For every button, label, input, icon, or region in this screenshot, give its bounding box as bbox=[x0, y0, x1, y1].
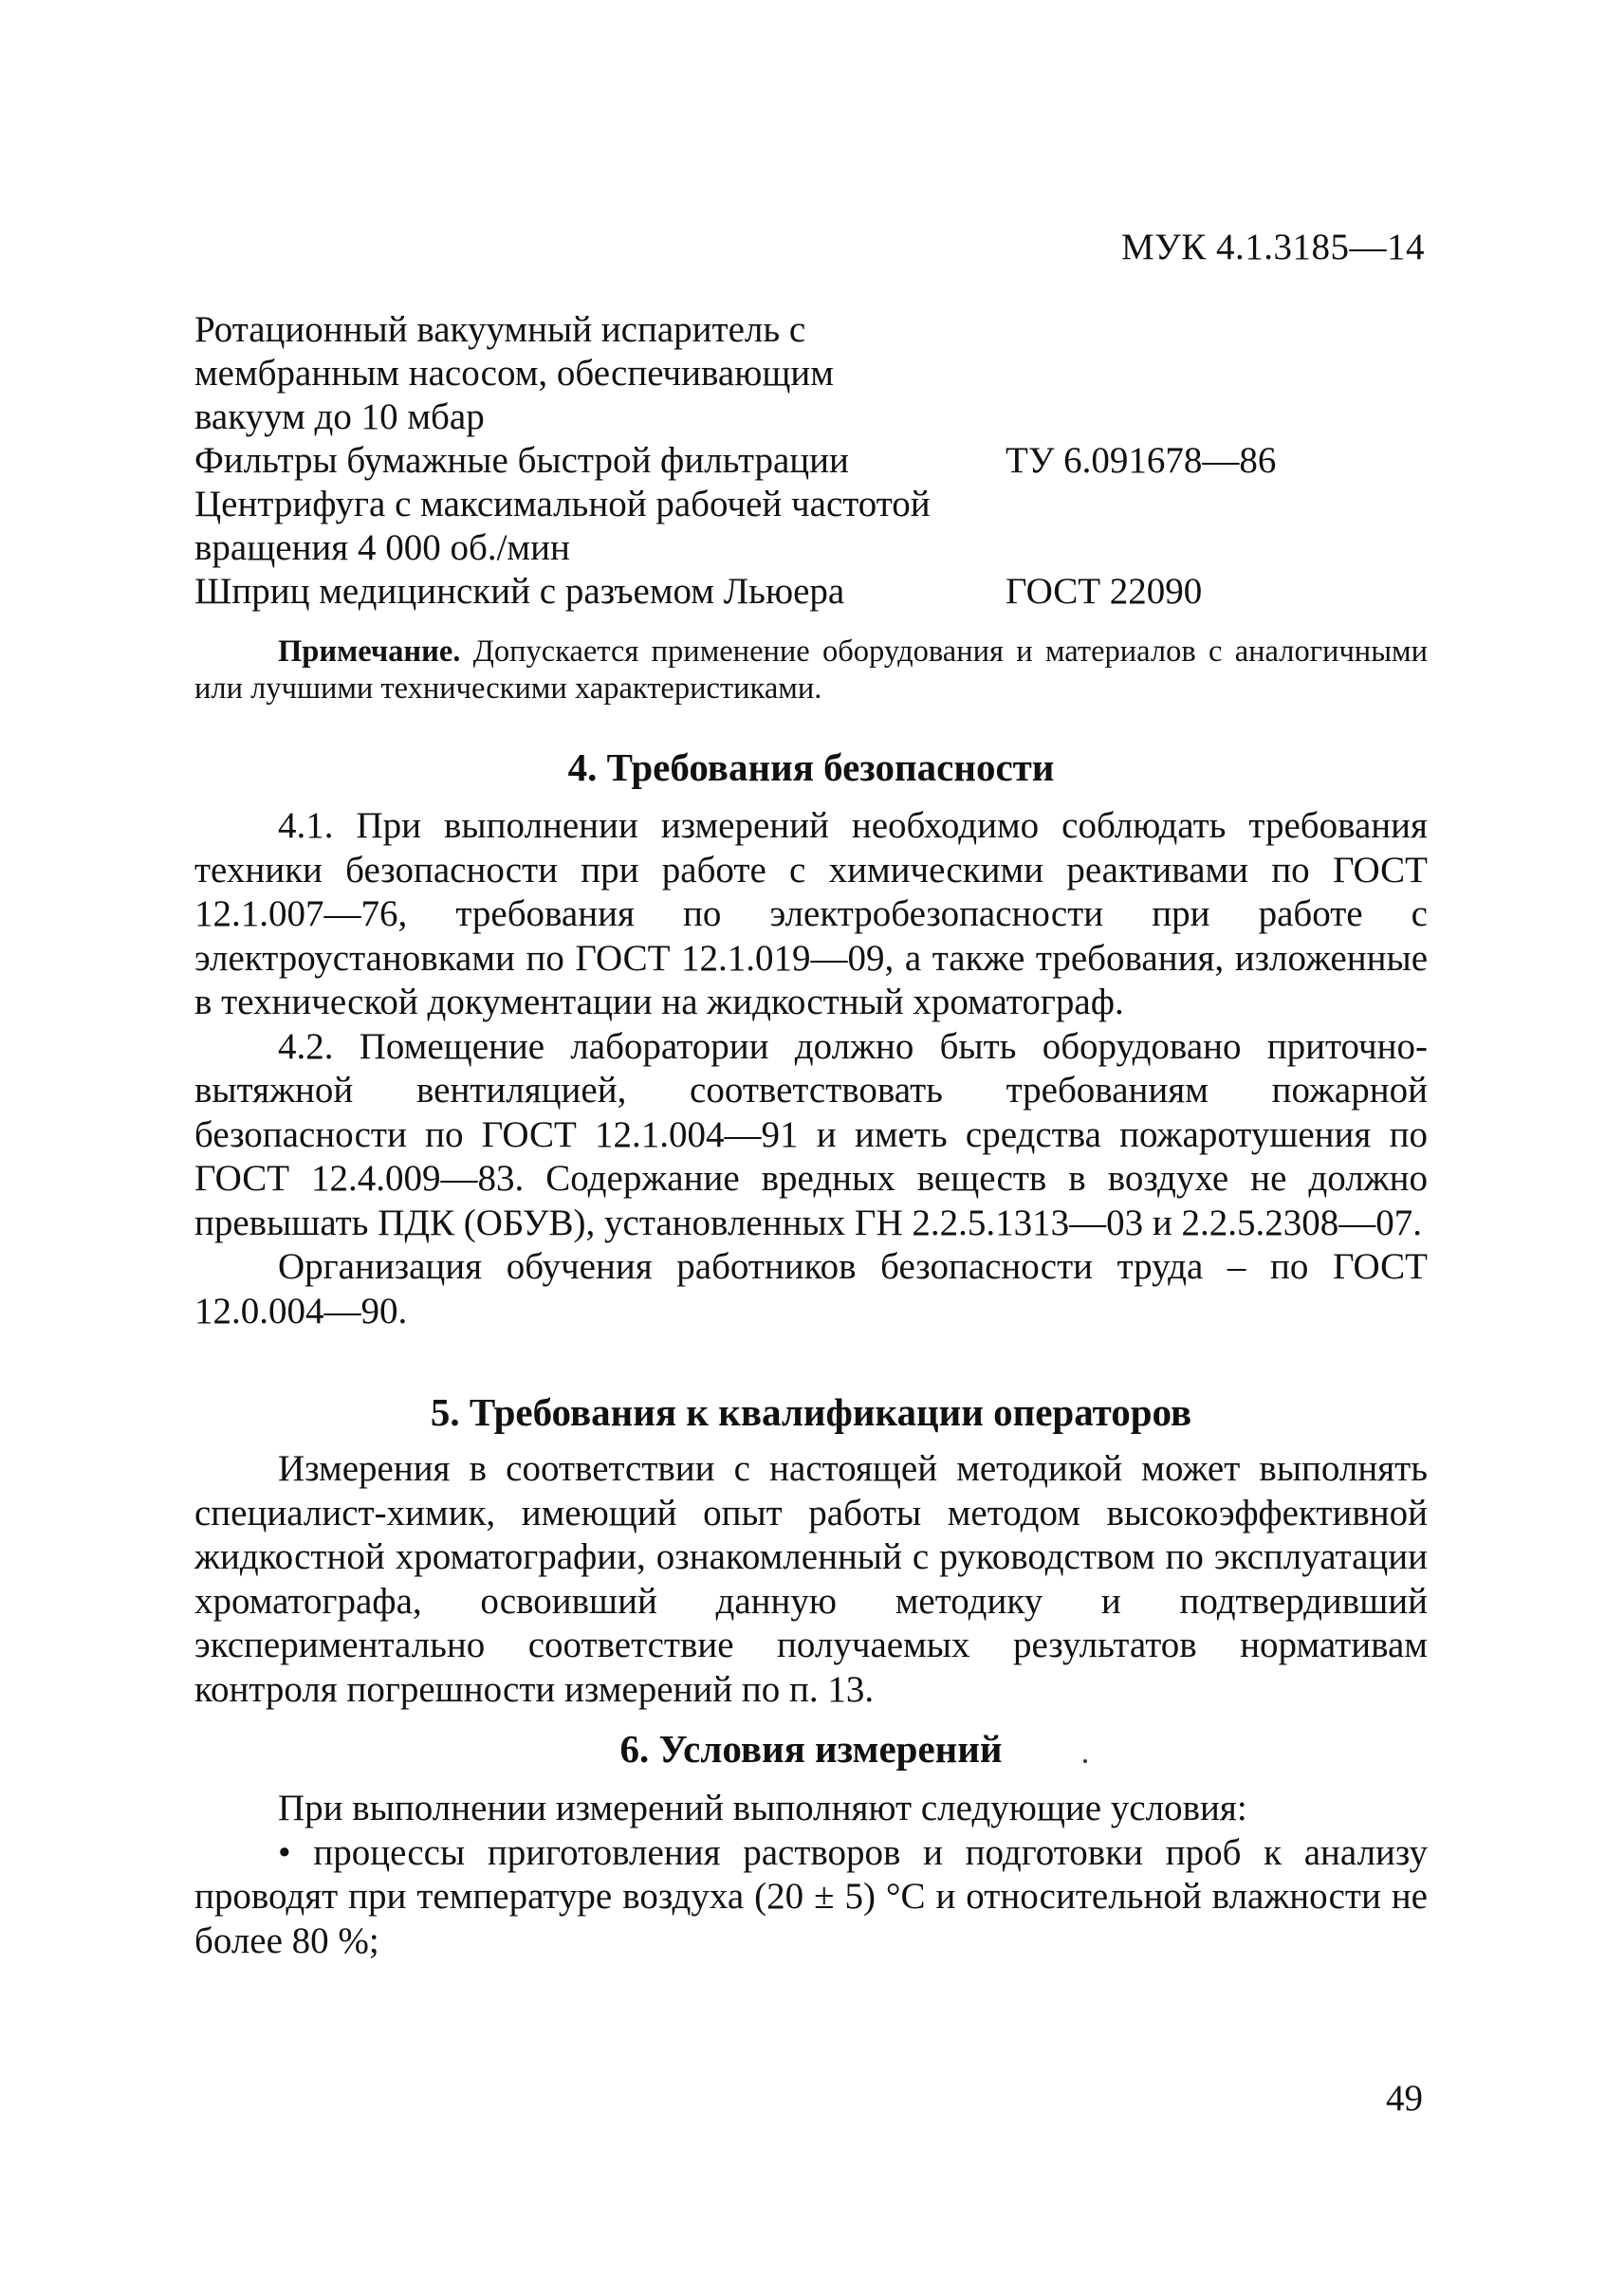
equipment-row bbox=[194, 483, 1428, 526]
equipment-row bbox=[194, 352, 1428, 395]
equipment-name: вращения 4 000 об./мин bbox=[194, 527, 570, 568]
equipment-row bbox=[194, 395, 1428, 439]
scan-speck bbox=[1083, 1759, 1087, 1763]
section-5-body bbox=[194, 1447, 1428, 1712]
section-4-heading: 4. Требования безопасности bbox=[567, 745, 1055, 789]
paragraph-6-bullet: • процессы приготовления растворов и подготовки проб к анализу проводят при температуре воздуха (20 ± 5) °С и относительной влажности не более 80 %; bbox=[194, 1831, 1428, 1961]
section-5-heading: 5. Требования к квалификации операторов bbox=[430, 1390, 1192, 1434]
paragraph-6-intro: При выполнении измерений выполняют следующие условия: bbox=[278, 1788, 1247, 1828]
equipment-name: Фильтры бумажные быстрой фильтрации bbox=[194, 440, 849, 481]
paragraph-4-training: Организация обучения работников безопасности труда – по ГОСТ 12.0.004—90. bbox=[194, 1246, 1428, 1332]
note-text: Допускается применение оборудования и материалов с аналогичными или лучшими техническими характеристиками. bbox=[194, 634, 1428, 706]
section-6-heading: 6. Условия измерений bbox=[619, 1727, 1003, 1771]
document-code: МУК 4.1.3185—14 bbox=[1120, 227, 1425, 267]
paragraph-5-1: Измерения в соответствии с настоящей методикой может выполнять специалист-химик, имеющий опыт работы методом высокоэффективной жидкостной хроматографии, ознакомленный с руководством по эксплуатации хроматографа, освоивший данную методику и подтвердивший экспериментально соответствие получаемых результатов нормативам контроля погрешности измерений по п. 13. bbox=[194, 1448, 1428, 1710]
equipment-row bbox=[194, 439, 1428, 483]
paragraph-4-1: 4.1. При выполнении измерений необходимо соблюдать требования техники безопасности при работе с химическими реактивами по ГОСТ 12.1.007—76, требования по электробезопасности при работе с электроустановками по ГОСТ 12.1.019—09, а также требования, изложенные в технической документации на жидкостный хроматограф. bbox=[194, 805, 1428, 1022]
equipment-row bbox=[194, 570, 1428, 614]
equipment-standard: ГОСТ 22090 bbox=[1006, 571, 1203, 612]
section-4-body bbox=[194, 804, 1428, 1333]
equipment-row bbox=[194, 308, 1428, 352]
page-number: 49 bbox=[1386, 2078, 1423, 2119]
equipment-list bbox=[194, 308, 1428, 614]
equipment-name: мембранным насосом, обеспечивающим bbox=[194, 353, 834, 394]
note-label: Примечание. bbox=[278, 634, 461, 669]
equipment-standard: ТУ 6.091678—86 bbox=[1006, 440, 1277, 481]
equipment-name: Шприц медицинский с разъемом Льюера bbox=[194, 571, 845, 612]
equipment-name: Ротационный вакуумный испаритель с bbox=[194, 309, 806, 350]
equipment-name: вакуум до 10 мбар bbox=[194, 396, 485, 437]
note-paragraph bbox=[194, 634, 1428, 707]
section-6-body bbox=[194, 1787, 1428, 1963]
equipment-row bbox=[194, 526, 1428, 570]
paragraph-4-2: 4.2. Помещение лаборатории должно быть оборудовано приточно-вытяжной вентиляцией, соответствовать требованиям пожарной безопасности по ГОСТ 12.1.004—91 и иметь средства пожаротушения по ГОСТ 12.4.009—83. Содержание вредных веществ в воздухе не должно превышать ПДК (ОБУВ), установленных ГН 2.2.5.1313—03 и 2.2.5.2308—07. bbox=[194, 1025, 1428, 1243]
equipment-name: Центрифуга с максимальной рабочей частотой bbox=[194, 484, 931, 524]
